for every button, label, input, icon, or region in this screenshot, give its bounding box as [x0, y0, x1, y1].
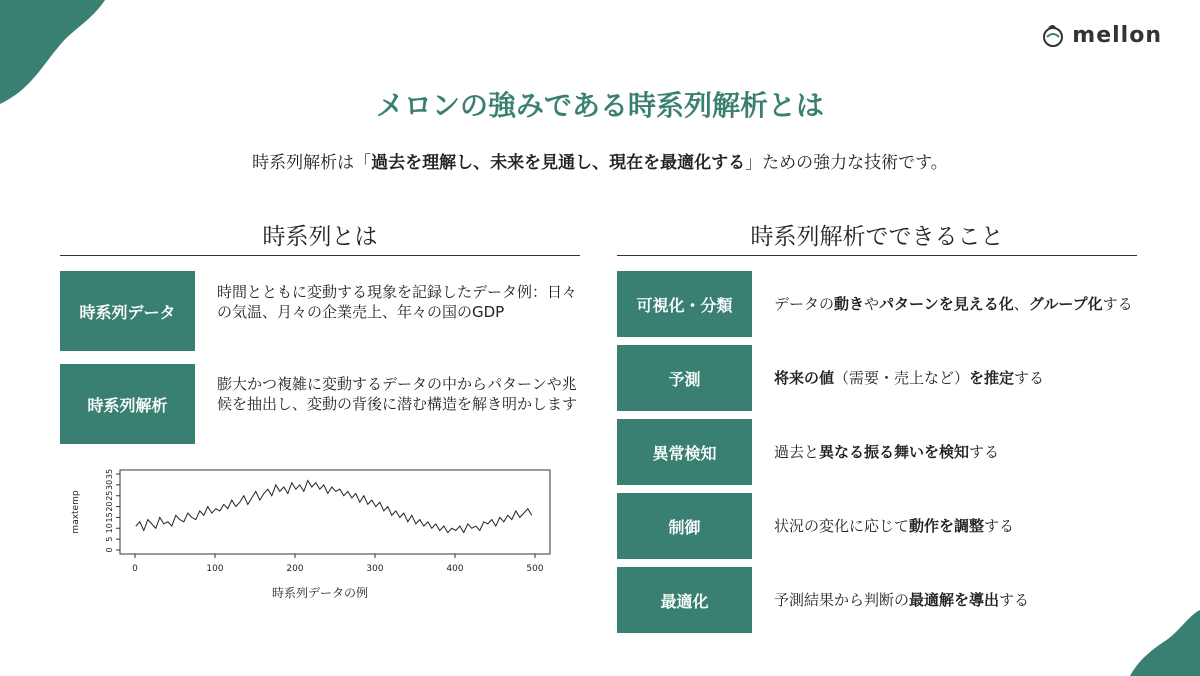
x-tick-label: 500 — [526, 564, 544, 574]
tag-timeseries-data: 時系列データ — [60, 271, 195, 351]
logo-text: mellon — [1072, 22, 1162, 48]
y-tick-label: 10 — [105, 523, 114, 534]
desc-emphasis: パターンを見える化 — [879, 295, 1014, 313]
desc-emphasis: を推定 — [969, 369, 1015, 387]
desc-text: 、 — [1013, 295, 1029, 313]
desc-text: 過去と — [774, 443, 820, 461]
y-tick-label: 15 — [105, 512, 114, 523]
y-tick-label: 25 — [105, 490, 114, 501]
series-line — [136, 481, 532, 533]
chart-caption: 時系列データの例 — [271, 586, 368, 600]
y-tick-label: 30 — [105, 479, 114, 490]
page-subtitle — [0, 148, 1200, 173]
plot-frame — [120, 470, 550, 554]
y-tick-label: 20 — [105, 501, 114, 512]
desc-timeseries-analysis: 膨大かつ複雑に変動するデータの中からパターンや兆候を抽出し、変動の背後に潜む構造を解き明かします — [217, 375, 578, 413]
desc-emphasis: 最適解を導出 — [909, 591, 1000, 609]
left-section-heading: 時系列とは — [262, 224, 378, 250]
left-section-divider — [60, 255, 580, 256]
desc-text: や — [864, 295, 880, 313]
desc-emphasis: 動作を調整 — [909, 517, 985, 535]
x-tick-label: 200 — [286, 564, 304, 574]
desc-text: する — [984, 517, 1015, 535]
x-tick-label: 300 — [366, 564, 384, 574]
y-tick-label: 0 — [105, 547, 114, 553]
corner-decoration-bottom-right — [1130, 606, 1200, 676]
desc-text: する — [969, 443, 1000, 461]
subtitle-prefix: 時系列解析は「 — [252, 153, 372, 173]
page-title: メロンの強みである時系列解析とは — [375, 89, 824, 122]
desc-emphasis: 動き — [834, 295, 865, 313]
capability-desc — [774, 368, 1134, 388]
right-section-heading: 時系列解析でできること — [750, 224, 1004, 250]
capability-tag: 予測 — [617, 345, 752, 411]
melon-logo-icon — [1040, 22, 1066, 48]
capability-desc — [774, 442, 1134, 462]
desc-text: 予測結果から判断の — [774, 591, 910, 609]
x-tick-label: 0 — [132, 564, 138, 574]
x-tick-label: 100 — [206, 564, 224, 574]
desc-emphasis: 異なる振る舞いを検知 — [819, 443, 970, 461]
chart-svg — [60, 462, 580, 587]
subtitle-suffix: 」ための強力な技術です。 — [745, 153, 948, 173]
desc-emphasis: 将来の値 — [774, 369, 835, 387]
y-axis-label: maxtemp — [71, 490, 81, 534]
capability-tag: 異常検知 — [617, 419, 752, 485]
x-tick-label: 400 — [446, 564, 464, 574]
desc-timeseries-data: 時間とともに変動する現象を記録したデータ例：日々の気温、月々の企業売上、年々の国のGDP — [217, 283, 578, 321]
right-section-divider — [617, 255, 1137, 256]
desc-text: （需要・売上など） — [834, 369, 970, 387]
desc-text: 状況の変化に応じて — [774, 517, 910, 535]
capability-desc — [774, 516, 1134, 536]
y-tick-label: 5 — [105, 536, 114, 542]
capability-desc — [774, 294, 1134, 314]
tag-timeseries-analysis: 時系列解析 — [60, 364, 195, 444]
capability-desc — [774, 590, 1134, 610]
desc-emphasis: グループ化 — [1028, 295, 1103, 313]
desc-text: する — [1014, 369, 1045, 387]
desc-text: する — [1102, 295, 1133, 313]
desc-text: する — [999, 591, 1030, 609]
desc-text: データの — [774, 295, 835, 313]
subtitle-emphasis: 過去を理解し、未来を見通し、現在を最適化する — [371, 153, 746, 173]
brand-logo — [1040, 22, 1162, 48]
y-tick-label: 35 — [105, 468, 114, 480]
capability-tag: 可視化・分類 — [617, 271, 752, 337]
capability-tag: 制御 — [617, 493, 752, 559]
capability-tag: 最適化 — [617, 567, 752, 633]
